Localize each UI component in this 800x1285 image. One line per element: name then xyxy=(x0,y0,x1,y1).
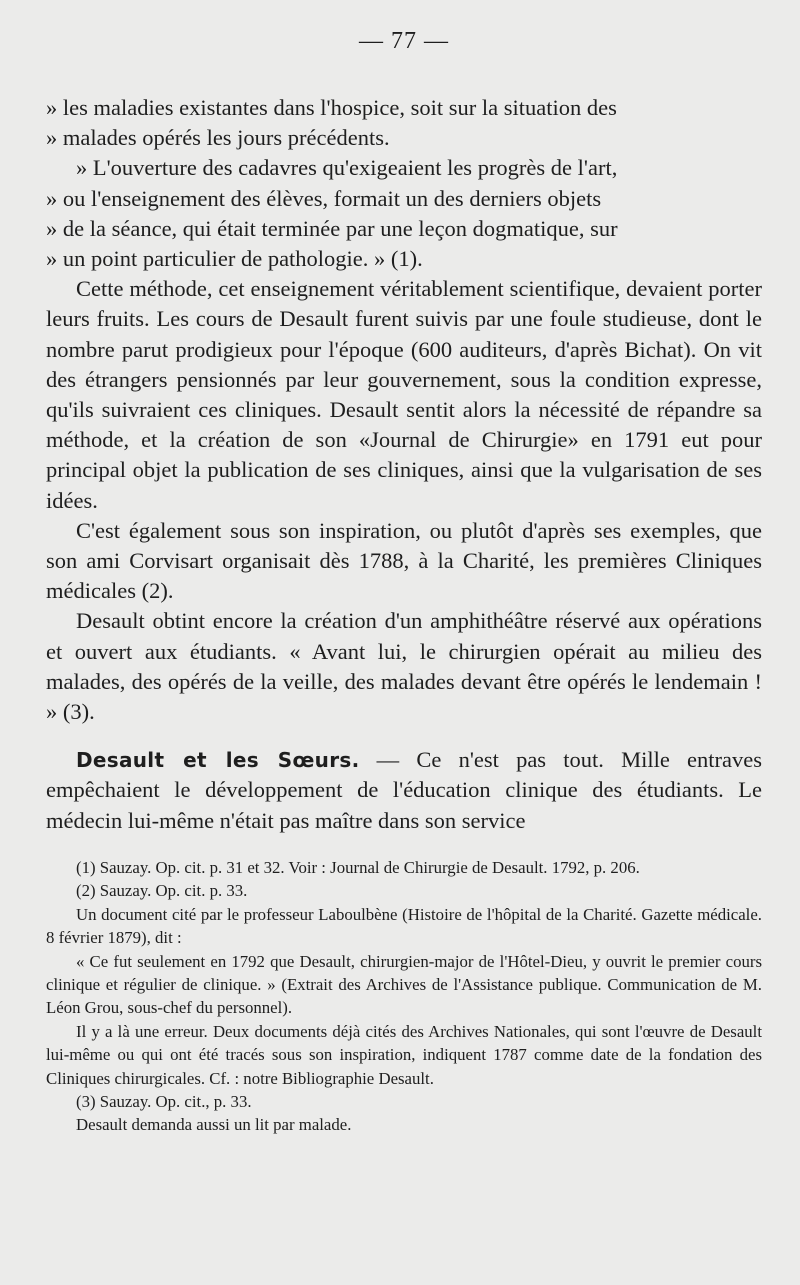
footnote: Desault demanda aussi un lit par malade. xyxy=(76,1115,352,1135)
quote-line: » de la séance, qui était terminée par une leçon dogmatique, sur xyxy=(46,215,618,241)
quote-line: » malades opérés les jours précédents. xyxy=(46,125,390,151)
quote-line: » ou l'enseignement des élèves, formait un des derniers objets xyxy=(46,185,602,211)
quote-line: » L'ouverture des cadavres qu'exigeaient les progrès de l'art, xyxy=(76,155,618,181)
footnote: (1) Sauzay. Op. cit. p. 31 et 32. Voir : Journal de Chirurgie de Desault. 1792, p. 206. xyxy=(76,857,640,877)
footnote: (2) Sauzay. Op. cit. p. 33. xyxy=(76,881,248,901)
page-number: — 77 — xyxy=(359,28,449,54)
paragraph: C'est également sous son inspiration, ou plutôt d'après ses exemples, que son ami Corvisart organisait dès 1788, à la Charité, les premières Cliniques médicales (2). xyxy=(46,517,762,604)
section-paragraph xyxy=(46,745,762,836)
quote-line: » un point particulier de pathologie. » (1). xyxy=(46,246,423,272)
section-text: — Ce n'est pas tout. Mille entraves empêchaient le développement de l'éducation clinique des étudiants. Le médecin lui-même n'était pas maître dans son service xyxy=(46,747,762,833)
section-heading: Desault et les Sœurs. xyxy=(76,748,360,773)
footnote: « Ce fut seulement en 1792 que Desault, chirurgien-major de l'Hôtel-Dieu, y ouvrit le premier cours clinique et régulier de clinique. » (Extrait des Archives de l'Assistance publique. Communication de M. Léon Grou, sous-chef du personnel). xyxy=(46,951,762,1018)
section-gap xyxy=(46,727,762,745)
quote-line: » les maladies existantes dans l'hospice, soit sur la situation des xyxy=(46,95,617,120)
body-text xyxy=(46,93,762,836)
footnote: Un document cité par le professeur Laboulbène (Histoire de l'hôpital de la Charité. Gazette médicale. 8 février 1879), dit : xyxy=(46,904,762,948)
paragraph: Desault obtint encore la création d'un amphithéâtre réservé aux opérations et ouvert aux étudiants. « Avant lui, le chirurgien opérait au milieu des malades, des opérés de la veille, des malades devant être opérés le lendemain ! » (3). xyxy=(46,608,762,725)
footnotes xyxy=(46,856,762,1137)
paragraph: Cette méthode, cet enseignement véritablement scientifique, devaient porter leurs fruits. Les cours de Desault furent suivis par une foule studieuse, dont le nombre parut prodigieux pour l'époque (600 auditeurs, d'après Bichat). On vit des étrangers pensionnés par leur gouvernement, sous la condition expresse, qu'ils suivraient ces cliniques. Desault sentit alors la nécessité de répandre sa méthode, et la création de son «Journal de Chirurgie» en 1791 eut pour principal objet la publication de ses cliniques, ainsi que la vulgarisation de ses idées. xyxy=(46,276,762,513)
footnote: Il y a là une erreur. Deux documents déjà cités des Archives Nationales, qui sont l'œuvre de Desault lui-même ou qui ont été tracés sous son inspiration, indiquent 1787 comme date de la fondation des Cliniques chirurgicales. Cf. : notre Bibliographie Desault. xyxy=(46,1021,762,1088)
footnote: (3) Sauzay. Op. cit., p. 33. xyxy=(76,1091,252,1111)
